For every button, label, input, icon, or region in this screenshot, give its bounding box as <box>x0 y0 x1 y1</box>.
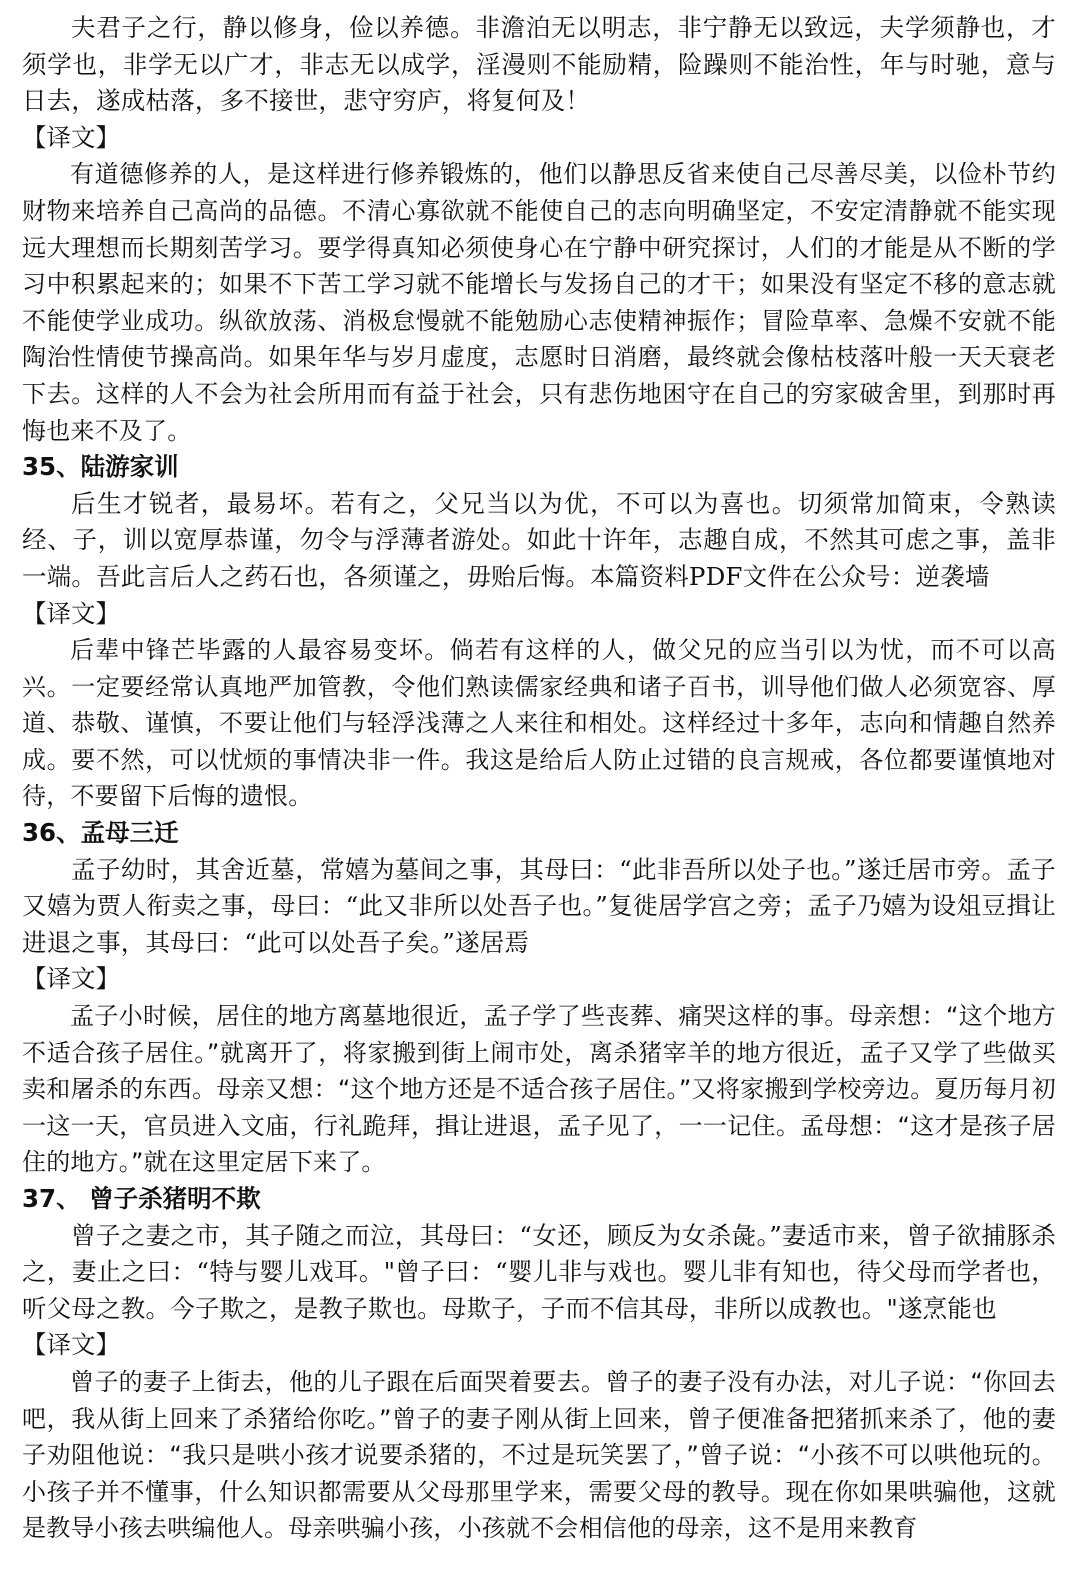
translation-text-34: 有道德修养的人，是这样进行修养锻炼的，他们以静思反省来使自己尽善尽美，以俭朴节约财物来培养自己高尚的品德。不清心寡欲就不能使自己的志向明确坚定，不安定清静就不能实现远大理想而长期刻苦学习。要学得真知必须使身心在宁静中研究探讨，人们的才能是从不断的学习中积累起来的；如果不下苦工学习就不能增长与发扬自己的才干；如果没有坚定不移的意志就不能使学业成功。纵欲放荡、消极怠慢就不能勉励心志使精神振作；冒险草率、急燥不安就不能陶治性情使节操高尚。如果年华与岁月虚度，志愿时日消磨，最终就会像枯枝落叶般一天天衰老下去。这样的人不会为社会所用而有益于社会，只有悲伤地困守在自己的穷家破舍里，到那时再悔也来不及了。 <box>22 160 1056 445</box>
classic-text-37: 曾子之妻之市，其子随之而泣，其母曰：“女还，顾反为女杀彘。”妻适市来，曾子欲捕豚杀之，妻止之曰：“特与婴儿戏耳。"曾子曰：“婴儿非与戏也。婴儿非有知也，待父母而学者也，听父母之教。今子欺之，是教子欺也。母欺子，子而不信其母，非所以成教也。"遂烹能也 <box>22 1220 1056 1323</box>
translation-text-37: 曾子的妻子上街去，他的儿子跟在后面哭着要去。曾子的妻子没有办法，对儿子说：“你回去吧，我从街上回来了杀猪给你吃。”曾子的妻子刚从街上回来，曾子便准备把猪抓来杀了，他的妻子劝阻他说：“我只是哄小孩才说要杀猪的，不过是玩笑罢了，”曾子说：“小孩不可以哄他玩的。小孩子并不懂事，什么知识都需要从父母那里学来，需要父母的教导。现在你如果哄骗他，这就是教导小孩去哄编他人。母亲哄骗小孩，小孩就不会相信他的母亲，这不是用来教育 <box>22 1367 1056 1543</box>
translation-text-36: 孟子小时候，居住的地方离墓地很近，孟子学了些丧葬、痛哭这样的事。母亲想：“这个地方不适合孩子居住。”就离开了，将家搬到街上闹市处，离杀猪宰羊的地方很近，孟子又学了些做买卖和屠杀的东西。母亲又想：“这个地方还是不适合孩子居住。”又将家搬到学校旁边。夏历每月初一这一天，官员进入文庙，行礼跪拜，揖让进退，孟子见了，一一记住。孟母想：“这才是孩子居住的地方。”就在这里定居下来了。 <box>22 1002 1056 1177</box>
translation-label: 【译文】 <box>22 598 120 628</box>
section-heading-35: 35、陆游家训 <box>22 452 179 482</box>
translation-text-35: 后辈中锋芒毕露的人最容易变坏。倘若有这样的人，做父兄的应当引以为忧，而不可以高兴。一定要经常认真地严加管教，令他们熟读儒家经典和诸子百书，训导他们做人必须宽容、厚道、恭敬、谨慎，不要让他们与轻浮浅薄之人来往和相处。这样经过十多年，志向和情趣自然养成。要不然，可以忧烦的事情决非一件。我这是给后人防止过错的良言规戒，各位都要谨慎地对待，不要留下后悔的遗恨。 <box>22 636 1056 811</box>
section-heading-36: 36、孟母三迁 <box>22 818 179 848</box>
classic-text-36: 孟子幼时，其舍近墓，常嬉为墓间之事，其母曰：“此非吾所以处子也。”遂迁居市旁。孟子又嬉为贾人衔卖之事，母曰：“此又非所以处吾子也。”复徙居学宫之旁；孟子乃嬉为设俎豆揖让进退之事，其母曰：“此可以处吾子矣。”遂居焉 <box>22 854 1056 957</box>
section-heading-37: 37、 曾子杀猪明不欺 <box>22 1184 261 1213</box>
classic-text-35: 后生才锐者，最易坏。若有之，父兄当以为优，不可以为喜也。切须常加简束，令熟读经、子，训以宽厚恭谨，勿令与浮薄者游处。如此十许年，志趣自成，不然其可虑之事，盖非一端。吾此言后人之药石也，各须谨之，毋贻后悔。本篇资料PDF文件在公众号：逆袭墙 <box>22 488 1056 591</box>
top-margin <box>22 0 1056 10</box>
classic-text-34: 夫君子之行，静以修身，俭以养德。非澹泊无以明志，非宁静无以致远，夫学须静也，才须学也，非学无以广才，非志无以成学，淫漫则不能励精，险躁则不能治性，年与时驰，意与日去，遂成枯落，多不接世，悲守穷庐，将复何及！ <box>22 13 1056 116</box>
translation-label: 【译文】 <box>22 964 120 994</box>
translation-label: 【译文】 <box>22 122 120 152</box>
translation-label: 【译文】 <box>22 1330 120 1360</box>
